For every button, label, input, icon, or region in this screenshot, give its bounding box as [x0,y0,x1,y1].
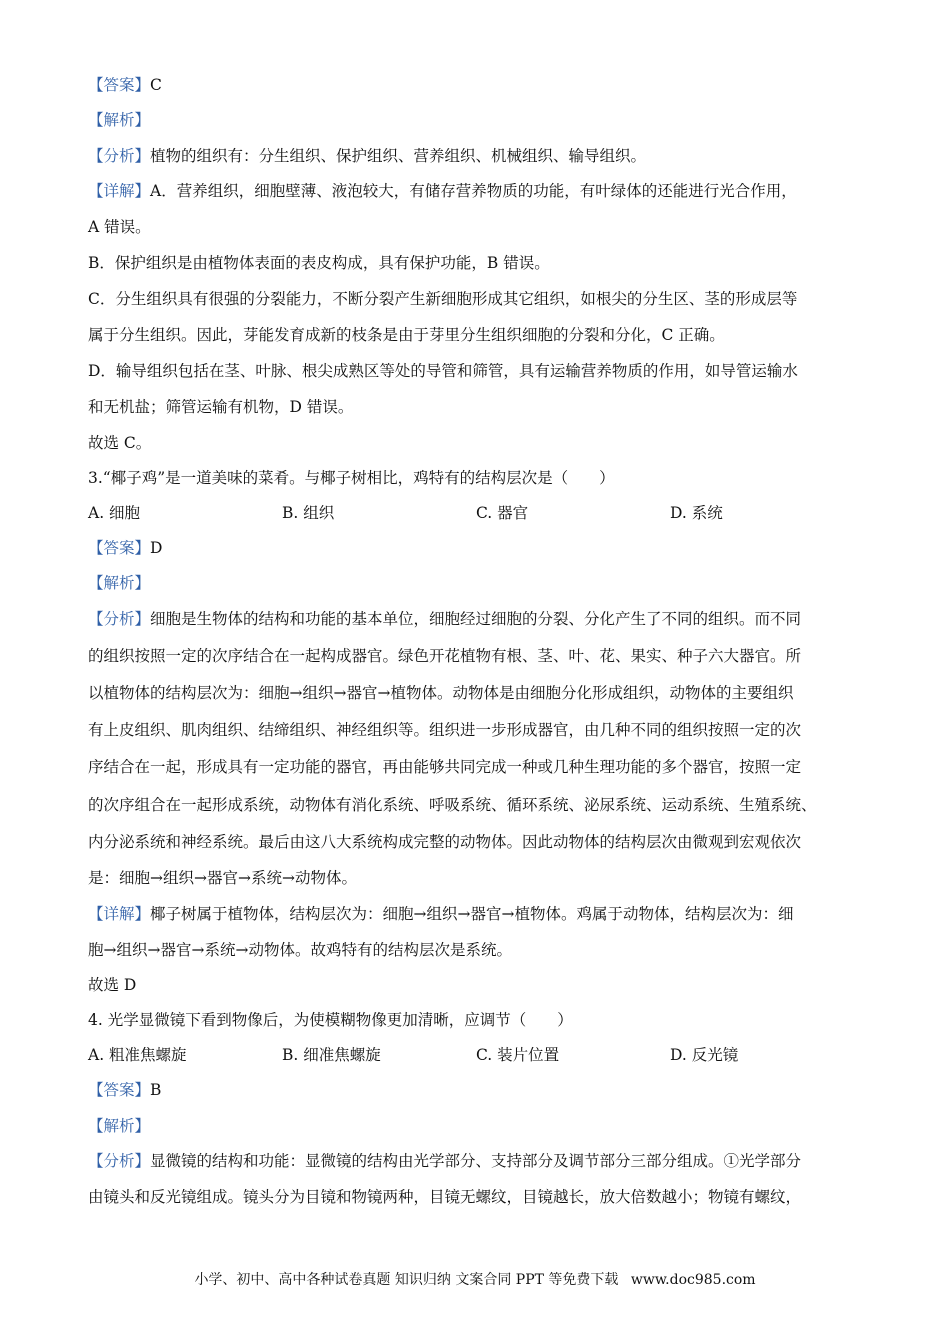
q4-option-c: C. 装片位置 [476,1046,560,1064]
fenxi-tag: 【分析】 [88,147,151,165]
q4-answer [88,1079,868,1101]
q2-xiangjie-line: 和无机盐；筛管运输有机物，D 错误。 [88,398,354,416]
footer-text: 小学、初中、高中各种试卷真题 知识归纳 文案合同 PPT 等免费下载 [194,1272,619,1288]
answer-value: B [150,1081,162,1099]
q3-fenxi-line [88,608,868,630]
q4-option-b: B. 细准焦螺旋 [282,1046,381,1064]
q4-stem: 4. 光学显微镜下看到物像后，为使模糊物像更加清晰，应调节（ ） [88,1011,573,1029]
q4-option-a: A. 粗准焦螺旋 [88,1046,187,1064]
xiangjie-text: 椰子树属于植物体，结构层次为：细胞→组织→器官→植物体。鸡属于动物体，结构层次为：细 [150,905,794,923]
q3-option-d: D. 系统 [670,504,723,522]
q3-options [88,502,868,524]
fenxi-text: 显微镜的结构和功能：显微镜的结构由光学部分、支持部分及调节部分三部分组成。①光学部分 [150,1152,802,1170]
q2-xiangjie-line: B．保护组织是由植物体表面的表皮构成，具有保护功能，B 错误。 [88,254,550,272]
q3-option-c: C. 器官 [476,504,529,522]
footer-link[interactable]: www.doc985.com [630,1272,756,1288]
q3-fenxi-line: 以植物体的结构层次为：细胞→组织→器官→植物体。动物体是由细胞分化形成组织，动物体的主要组织 [88,684,794,702]
q3-stem: 3.“椰子鸡”是一道美味的菜肴。与椰子树相比，鸡特有的结构层次是（ ） [88,469,615,487]
q4-option-d: D. 反光镜 [670,1046,739,1064]
q2-answer [88,74,868,96]
q3-answer [88,537,868,559]
xiangjie-text: A．营养组织，细胞壁薄、液泡较大，有储存营养物质的功能，有叶绿体的还能进行光合作用， [150,182,797,200]
analysis-tag: 【解析】 [88,1117,151,1135]
q2-fenxi [88,145,868,167]
page-footer [0,1269,950,1289]
analysis-tag: 【解析】 [88,574,151,592]
q3-fenxi-line: 有上皮组织、肌肉组织、结缔组织、神经组织等。组织进一步形成器官，由几种不同的组织按照一定的次 [88,721,802,739]
analysis-tag: 【解析】 [88,111,151,129]
q2-analysis-heading [88,109,868,131]
fenxi-tag: 【分析】 [88,610,151,628]
q3-fenxi-line: 是：细胞→组织→器官→系统→动物体。 [88,869,357,887]
answer-value: C [150,76,162,94]
xiangjie-tag: 【详解】 [88,182,151,200]
q2-xiangjie-line: C．分生组织具有很强的分裂能力，不断分裂产生新细胞形成其它组织，如根尖的分生区、茎的形成层等 [88,290,798,308]
q2-xiangjie-line: A 错误。 [88,218,151,236]
answer-tag: 【答案】 [88,76,151,94]
q2-xiangjie-line: 属于分生组织。因此，芽能发育成新的枝条是由于芽里分生组织细胞的分裂和分化，C 正确。 [88,326,725,344]
q3-fenxi-line: 序结合在一起，形成具有一定功能的器官，再由能够共同完成一种或几种生理功能的多个器官，按照一定 [88,758,802,776]
answer-tag: 【答案】 [88,1081,151,1099]
q3-analysis-heading [88,572,868,594]
q3-fenxi-line: 的次序组合在一起形成系统，动物体有消化系统、呼吸系统、循环系统、泌尿系统、运动系统、生殖系统、 [88,796,817,814]
q2-conclusion: 故选 C。 [88,434,152,452]
answer-tag: 【答案】 [88,539,151,557]
q3-fenxi-line: 内分泌系统和神经系统。最后由这八大系统构成完整的动物体。因此动物体的结构层次由微观到宏观依次 [88,833,802,851]
q4-fenxi-line: 由镜头和反光镜组成。镜头分为目镜和物镜两种，目镜无螺纹，目镜越长，放大倍数越小；物镜有螺纹， [88,1188,802,1206]
xiangjie-tag: 【详解】 [88,905,151,923]
fenxi-text: 细胞是生物体的结构和功能的基本单位，细胞经过细胞的分裂、分化产生了不同的组织。而不同 [150,610,802,628]
q2-xiangjie-line: D．输导组织包括在茎、叶脉、根尖成熟区等处的导管和筛管，具有运输营养物质的作用，如导管运输水 [88,362,798,380]
q3-xiangjie-line: 胞→组织→器官→系统→动物体。故鸡特有的结构层次是系统。 [88,941,512,959]
q3-conclusion: 故选 D [88,976,137,994]
answer-value: D [150,539,163,557]
fenxi-tag: 【分析】 [88,1152,151,1170]
q3-fenxi-line: 的组织按照一定的次序结合在一起构成器官。绿色开花植物有根、茎、叶、花、果实、种子六大器官。所 [88,647,802,665]
q3-xiangjie-line [88,903,868,925]
q2-xiangjie-line [88,180,868,202]
q4-analysis-heading [88,1115,868,1137]
q4-fenxi-line [88,1150,868,1172]
q3-option-b: B. 组织 [282,504,335,522]
q3-option-a: A. 细胞 [88,504,141,522]
q4-options [88,1044,868,1066]
fenxi-text: 植物的组织有：分生组织、保护组织、营养组织、机械组织、输导组织。 [150,147,647,165]
